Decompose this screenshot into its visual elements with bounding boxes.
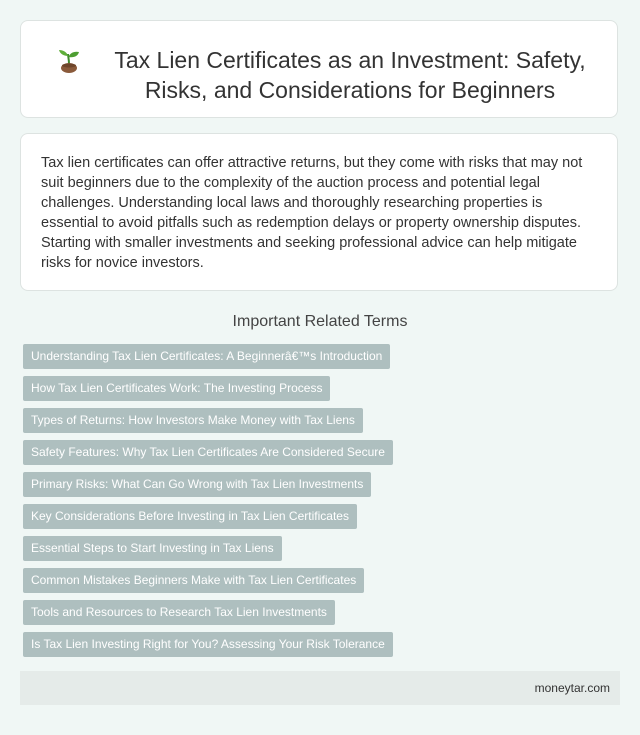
related-term-link[interactable]: Safety Features: Why Tax Lien Certificates Are Considered Secure (23, 440, 393, 465)
related-terms-list (23, 344, 613, 664)
page-title: Tax Lien Certificates as an Investment: Safety, Risks, and Considerations for Beginners (114, 47, 586, 103)
related-term-link[interactable]: Types of Returns: How Investors Make Money with Tax Liens (23, 408, 363, 433)
related-term-link[interactable]: Tools and Resources to Research Tax Lien Investments (23, 600, 335, 625)
related-term-link[interactable]: Primary Risks: What Can Go Wrong with Tax Lien Investments (23, 472, 371, 497)
related-term-link[interactable]: Common Mistakes Beginners Make with Tax Lien Certificates (23, 568, 364, 593)
related-term-link[interactable]: How Tax Lien Certificates Work: The Investing Process (23, 376, 330, 401)
related-term-link[interactable]: Understanding Tax Lien Certificates: A Beginnerâ€™s Introduction (23, 344, 390, 369)
title-card (20, 20, 618, 118)
intro-card (20, 133, 618, 291)
related-term-link[interactable]: Essential Steps to Start Investing in Tax Liens (23, 536, 282, 561)
related-terms-heading: Important Related Terms (232, 313, 408, 330)
related-term-link[interactable]: Key Considerations Before Investing in Tax Lien Certificates (23, 504, 357, 529)
related-term-link[interactable]: Is Tax Lien Investing Right for You? Assessing Your Risk Tolerance (23, 632, 393, 657)
site-name[interactable]: moneytar.com (534, 681, 610, 695)
intro-text: Tax lien certificates can offer attractive returns, but they come with risks that may not suit beginners due to the complexity of the auction process and potential legal challenges. Understanding local laws and thoroughly researching properties is essential to avoid pitfalls such as redemption delays or property ownership disputes. Starting with smaller investments and seeking professional advice can help mitigate risks for novice investors. (41, 155, 583, 271)
footer (20, 671, 620, 705)
